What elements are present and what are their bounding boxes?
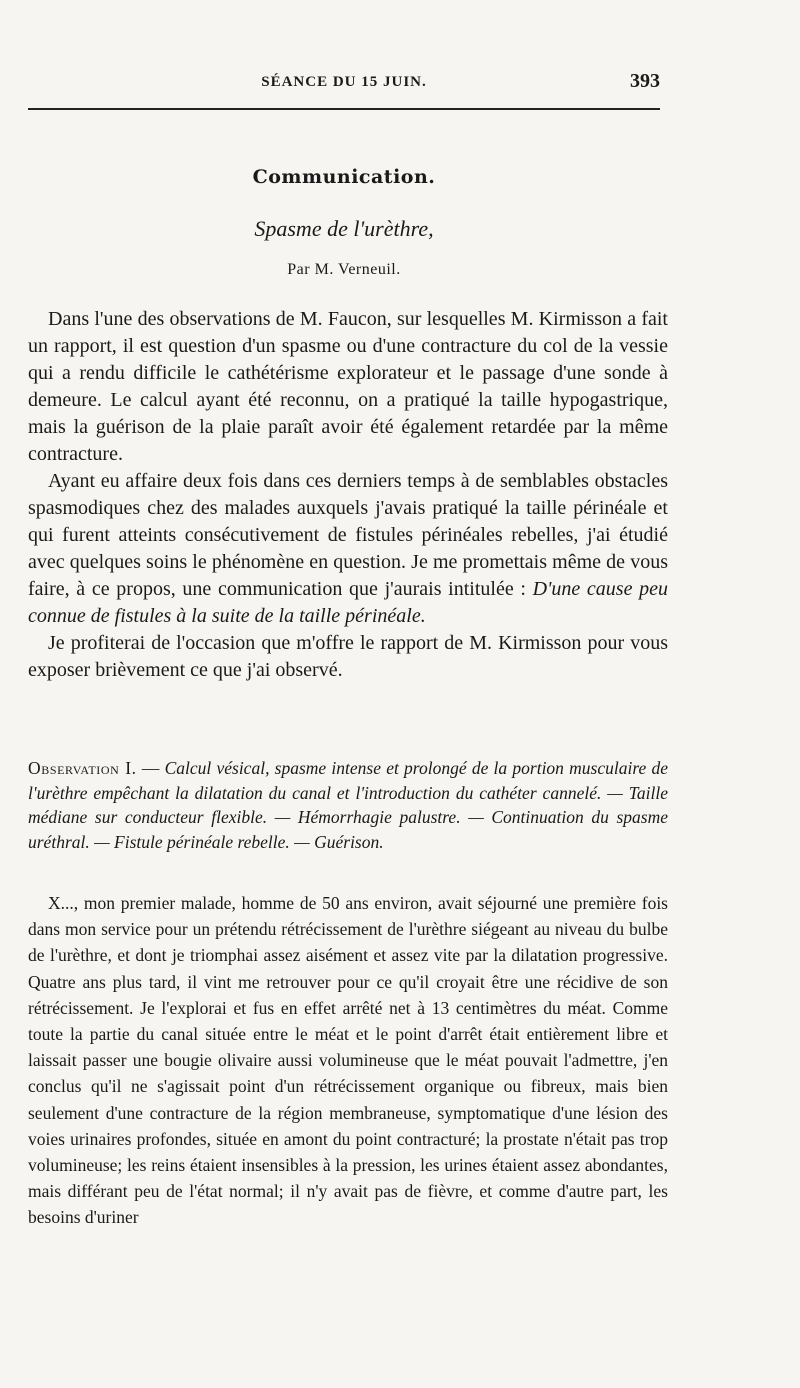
paragraph-2-text: Ayant eu affaire deux fois dans ces derniers temps à de semblables obstacles spasmodiques chez des malades auxquels j'avais pratiqué la taille périnéale et qui furent atteints consécutivement de fistules périnéales rebelles, j'ai étudié avec quelques soins le phénomène en question. Je me promettais même de vous faire, à ce propos, une communication que j'aurais intitulée : [28, 470, 668, 600]
article-title: Spasme de l'urèthre, [254, 216, 434, 241]
header-rule [28, 108, 660, 110]
page-header [28, 68, 660, 96]
paragraph-2-italic: D'une cause peu connue de fistules à la suite de la taille périnéale. [28, 578, 669, 627]
byline: Par M. Verneuil. [287, 261, 401, 278]
page-number: 393 [630, 70, 660, 92]
section-title: Communication. [252, 166, 436, 188]
running-title: SÉANCE DU 15 JUIN. [261, 74, 427, 90]
paragraph-1: Dans l'une des observations de M. Faucon, sur lesquelles M. Kirmisson a fait un rapport, il est question d'un spasme ou d'une contracture du col de la vessie qui a rendu difficile le cathétérisme explorateur et le passage d'une sonde à demeure. Le calcul ayant été reconnu, on a pratiqué la taille hypogastrique, mais la guérison de la plaie paraît avoir été également retardée par la même contracture. [28, 308, 668, 465]
observation-separator: — [136, 758, 165, 778]
observation-heading [28, 756, 668, 854]
paragraph-3: Je profiterai de l'occasion que m'offre le rapport de M. Kirmisson pour vous exposer brièvement ce que j'ai observé. [28, 632, 668, 681]
observation-title: Calcul vésical, spasme intense et prolongé de la portion musculaire de l'urèthre empêchant la dilatation du canal et l'introduction du cathéter cannelé. — Taille médiane sur conducteur flexible. — Hémorrhagie palustre. — Continuation du spasme uréthral. — Fistule périnéale rebelle. — Guérison. [28, 758, 669, 852]
paragraph-2 [28, 468, 668, 630]
observation-label: Observation I. [28, 758, 137, 778]
case-text: X..., mon premier malade, homme de 50 ans environ, avait séjourné une première fois dans mon service pour un prétendu rétrécissement de l'urèthre siégeant au niveau du bulbe de l'urèthre, et dont je triomphai assez aisément et assez vite par la dilatation progressive. Quatre ans plus tard, il vint me retrouver pour ce qu'il croyait être une récidive de son rétrécissement. Je l'explorai et fus en effet arrêté net à 13 centimètres du méat. Comme toute la partie du canal située entre le méat et le point d'arrêt était entièrement libre et laissait passer une bougie olivaire aussi volumineuse que le méat pouvait l'admettre, j'en conclus qu'il ne s'agissait point d'un rétrécissement organique ou fibreux, mais bien seulement d'une contracture de la région membraneuse, symptomatique d'une lésion des voies urinaires profondes, située en amont du point contracturé; la prostate n'était pas trop volumineuse; les reins étaient insensibles à la pression, les urines étaient assez abondantes, mais différant peu de l'état normal; il n'y avait pas de fièvre, et comme d'autre part, les besoins d'uriner [28, 893, 668, 1228]
body-text [28, 306, 668, 684]
